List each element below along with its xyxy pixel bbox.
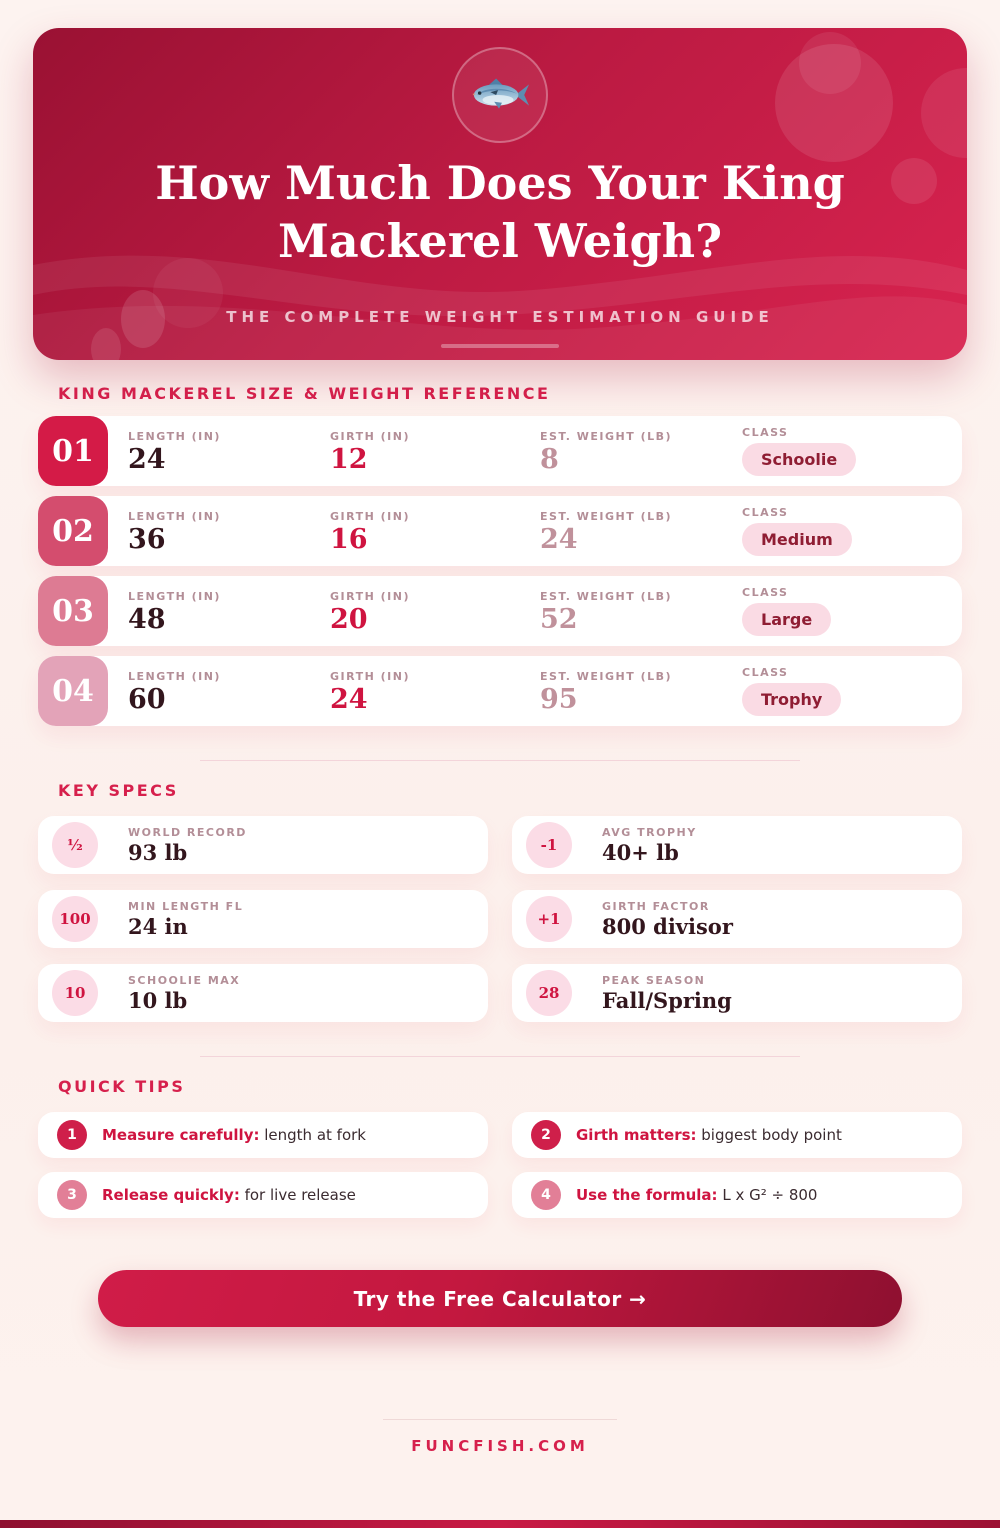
weight-value: 95: [540, 683, 578, 715]
length-value: 60: [128, 683, 166, 715]
tip-text: [102, 1186, 356, 1204]
girth-value: 16: [330, 523, 368, 555]
length-value: 48: [128, 603, 166, 635]
spec-value: 24 in: [128, 913, 188, 939]
fish-icon: [469, 75, 531, 115]
footer-divider: [383, 1419, 617, 1420]
weight-value: 24: [540, 523, 578, 555]
spec-label: SCHOOLIE MAX: [128, 973, 241, 987]
column-label-class: CLASS: [742, 586, 789, 599]
spec-value: Fall/Spring: [602, 987, 732, 1013]
column-label-length: LENGTH (IN): [128, 669, 221, 683]
row-number-badge: 01: [38, 416, 108, 486]
table-row: [38, 496, 962, 566]
footer-site-text: FUNCFISH.COM: [411, 1437, 589, 1455]
tip-lead: Girth matters:: [576, 1126, 697, 1144]
tip-text: [576, 1126, 842, 1144]
tip-lead: Use the formula:: [576, 1186, 718, 1204]
table-row: [38, 656, 962, 726]
class-badge: Schoolie: [742, 443, 856, 476]
table-row: [38, 416, 962, 486]
page-title: [33, 154, 967, 271]
quick-tips-heading: QUICK TIPS: [58, 1077, 186, 1096]
tip-card: [38, 1112, 488, 1158]
tip-number-badge: 4: [531, 1180, 561, 1210]
tip-lead: Measure carefully:: [102, 1126, 260, 1144]
girth-value: 20: [330, 603, 368, 635]
spec-value: 40+ lb: [602, 839, 679, 865]
spec-value: 800 divisor: [602, 913, 733, 939]
spec-label: GIRTH FACTOR: [602, 899, 710, 913]
reference-section-heading: KING MACKEREL SIZE & WEIGHT REFERENCE: [58, 384, 551, 403]
tip-detail: length at fork: [259, 1126, 366, 1144]
column-label-length: LENGTH (IN): [128, 429, 221, 443]
spec-badge: ½: [52, 822, 98, 868]
length-value: 24: [128, 443, 166, 475]
section-divider: [200, 760, 800, 761]
column-label-weight: EST. WEIGHT (LB): [540, 509, 673, 523]
tip-text: [576, 1186, 817, 1204]
subtitle-underline: [441, 344, 559, 348]
girth-value: 12: [330, 443, 368, 475]
key-specs-heading: KEY SPECS: [58, 781, 179, 800]
tip-card: [512, 1172, 962, 1218]
row-number-badge: 04: [38, 656, 108, 726]
spec-card: [512, 816, 962, 874]
quick-tips-grid: [38, 1112, 962, 1218]
spec-badge: +1: [526, 896, 572, 942]
spec-card: [512, 964, 962, 1022]
column-label-girth: GIRTH (IN): [330, 429, 410, 443]
column-label-girth: GIRTH (IN): [330, 509, 410, 523]
decor-bubble: [921, 68, 967, 158]
column-label-girth: GIRTH (IN): [330, 669, 410, 683]
spec-label: MIN LENGTH FL: [128, 899, 244, 913]
tip-number-badge: 2: [531, 1120, 561, 1150]
tip-number-badge: 1: [57, 1120, 87, 1150]
class-badge: Large: [742, 603, 831, 636]
column-label-length: LENGTH (IN): [128, 509, 221, 523]
column-label-class: CLASS: [742, 506, 789, 519]
spec-badge: 100: [52, 896, 98, 942]
spec-label: AVG TROPHY: [602, 825, 697, 839]
spec-badge: -1: [526, 822, 572, 868]
spec-card: [38, 816, 488, 874]
table-row: [38, 576, 962, 646]
page-title-line2: Mackerel Weigh?: [277, 214, 723, 269]
spec-card: [38, 890, 488, 948]
length-value: 36: [128, 523, 166, 555]
spec-value: 10 lb: [128, 987, 188, 1013]
column-label-class: CLASS: [742, 666, 789, 679]
spec-card: [512, 890, 962, 948]
section-divider: [200, 1056, 800, 1057]
spec-badge: 10: [52, 970, 98, 1016]
key-specs-grid: [38, 816, 962, 1022]
weight-value: 8: [540, 443, 559, 475]
tip-number-badge: 3: [57, 1180, 87, 1210]
row-number-badge: 02: [38, 496, 108, 566]
spec-label: PEAK SEASON: [602, 973, 706, 987]
class-badge: Trophy: [742, 683, 841, 716]
column-label-weight: EST. WEIGHT (LB): [540, 669, 673, 683]
fish-badge: [452, 47, 548, 143]
row-number-badge: 03: [38, 576, 108, 646]
reference-table: [38, 416, 962, 726]
calculator-cta-button[interactable]: Try the Free Calculator →: [98, 1270, 902, 1327]
weight-value: 52: [540, 603, 578, 635]
bottom-accent-bar: [0, 1520, 1000, 1528]
page-background: [0, 28, 1000, 1528]
girth-value: 24: [330, 683, 368, 715]
tip-text: [102, 1126, 366, 1144]
spec-label: WORLD RECORD: [128, 825, 247, 839]
tip-card: [38, 1172, 488, 1218]
column-label-class: CLASS: [742, 426, 789, 439]
spec-card: [38, 964, 488, 1022]
class-badge: Medium: [742, 523, 852, 556]
header-card: [33, 28, 967, 360]
column-label-weight: EST. WEIGHT (LB): [540, 589, 673, 603]
page-subtitle: THE COMPLETE WEIGHT ESTIMATION GUIDE: [226, 308, 774, 326]
tip-card: [512, 1112, 962, 1158]
tip-detail: biggest body point: [696, 1126, 842, 1144]
tip-detail: L x G² ÷ 800: [717, 1186, 818, 1204]
decor-bubble: [799, 32, 861, 94]
spec-badge: 28: [526, 970, 572, 1016]
column-label-length: LENGTH (IN): [128, 589, 221, 603]
spec-value: 93 lb: [128, 839, 188, 865]
column-label-weight: EST. WEIGHT (LB): [540, 429, 673, 443]
page-title-line1: How Much Does Your King: [155, 156, 845, 210]
tip-detail: for live release: [239, 1186, 356, 1204]
column-label-girth: GIRTH (IN): [330, 589, 410, 603]
tip-lead: Release quickly:: [102, 1186, 240, 1204]
